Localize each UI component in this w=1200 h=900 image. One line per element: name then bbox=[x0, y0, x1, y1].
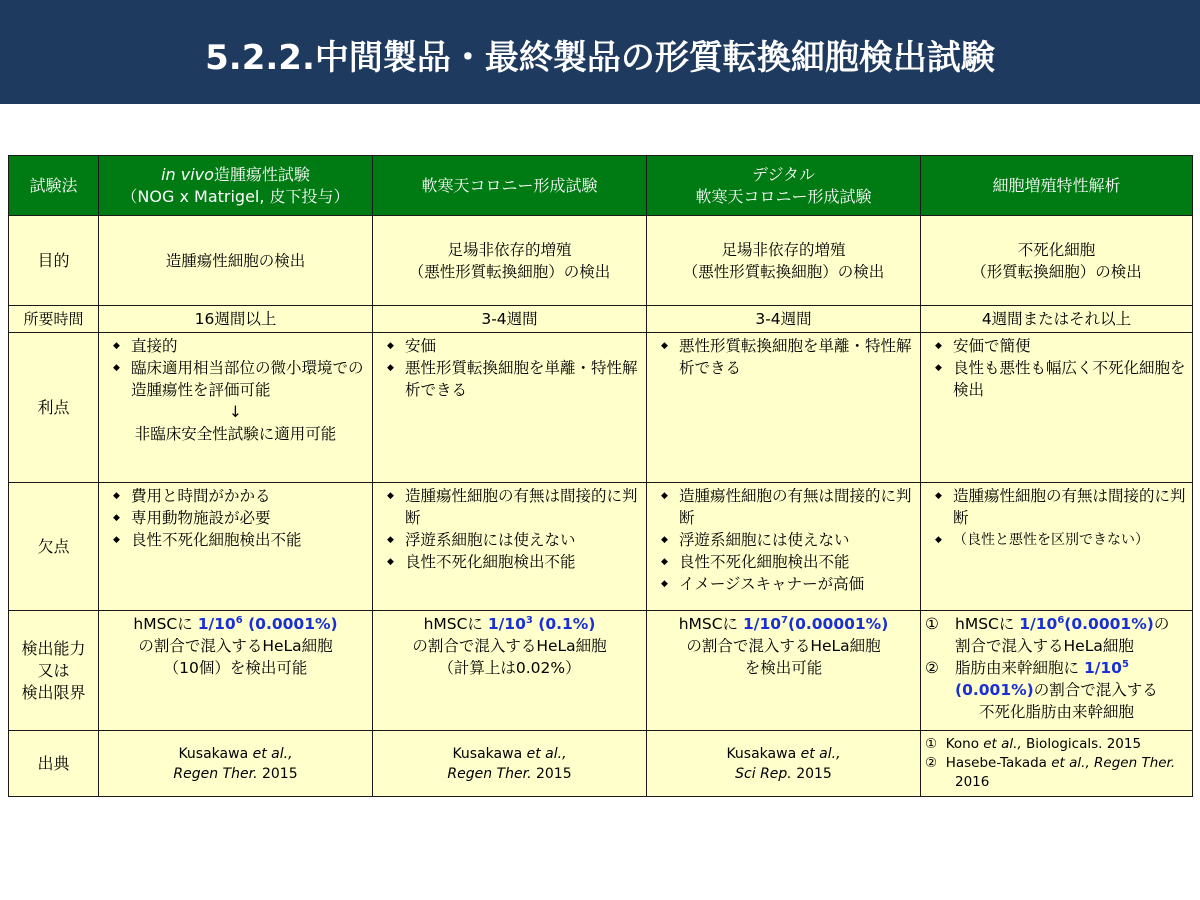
time-cell: 4週間またはそれ以上 bbox=[921, 306, 1193, 333]
purpose-row bbox=[9, 216, 1193, 306]
disadvantages-cell bbox=[921, 483, 1193, 611]
advantages-row bbox=[9, 333, 1193, 483]
disadvantages-cell bbox=[647, 483, 921, 611]
list-item: ◆ 浮遊系細胞には使えない bbox=[377, 529, 642, 551]
list-item: ◆ 浮遊系細胞には使えない bbox=[651, 529, 916, 551]
disadvantages-cell bbox=[99, 483, 373, 611]
row-label-purpose: 目的 bbox=[9, 216, 99, 306]
list-item: ◆ （良性と悪性を区別できない） bbox=[925, 529, 1188, 551]
header-cell-growth: 細胞増殖特性解析 bbox=[921, 156, 1193, 216]
source-cell: Kusakawa et al., Regen Ther. 2015 bbox=[373, 731, 647, 797]
list-item: ◆ 造腫瘍性細胞の有無は間接的に判断 bbox=[651, 485, 916, 529]
purpose-cell: 不死化細胞 （形質転換細胞）の検出 bbox=[921, 216, 1193, 306]
title-bar bbox=[0, 0, 1200, 104]
header-in-vivo: in vivo造腫瘍性試験 （NOG x Matrigel, 皮下投与） bbox=[99, 156, 373, 216]
header-row bbox=[9, 156, 1193, 216]
comparison-table-container bbox=[8, 155, 1192, 797]
purpose-cell: 足場非依存的増殖 （悪性形質転換細胞）の検出 bbox=[647, 216, 921, 306]
list-item: ◆ 良性不死化細胞検出不能 bbox=[377, 551, 642, 573]
advantages-cell bbox=[647, 333, 921, 483]
advantages-cell bbox=[373, 333, 647, 483]
list-item: ◆ 安価 bbox=[377, 335, 642, 357]
detection-cell: hMSCに $1/10^6$ (0.0001%) の割合で混入するHeLa細胞 （10個）を検出可能 bbox=[99, 611, 373, 731]
disadvantages-row bbox=[9, 483, 1193, 611]
time-cell: 3-4週間 bbox=[373, 306, 647, 333]
disadvantages-cell bbox=[373, 483, 647, 611]
down-arrow-icon: ↓ bbox=[229, 403, 242, 421]
detection-cell: hMSCに $1/10^3$ (0.1%) の割合で混入するHeLa細胞 （計算上は0.02%） bbox=[373, 611, 647, 731]
conclusion-text: 非臨床安全性試験に適用可能 bbox=[134, 425, 337, 443]
list-item: ◆ 費用と時間がかかる bbox=[103, 485, 368, 507]
header-digital-soft-agar: デジタル 軟寒天コロニー形成試験 bbox=[647, 156, 921, 216]
comparison-table bbox=[8, 155, 1193, 797]
source-cell: ① Kono et al., Biologicals. 2015 ② Hasebe-Takada et al., Regen Ther. 2016 bbox=[921, 731, 1193, 797]
list-item: ◆ 悪性形質転換細胞を単離・特性解析できる bbox=[651, 335, 916, 379]
advantages-cell bbox=[99, 333, 373, 483]
source-cell: Kusakawa et al., Regen Ther. 2015 bbox=[99, 731, 373, 797]
header-method: 試験法 bbox=[9, 156, 99, 216]
source-row bbox=[9, 731, 1193, 797]
detection-cell: ① hMSCに $1/10^6(0.0001\%)$の 割合で混入するHeLa細胞 ② 脂肪由来幹細胞に $1/10^5$ (0.001%)の割合で混入する 不死化脂肪由来幹細胞 bbox=[921, 611, 1193, 731]
advantages-cell bbox=[921, 333, 1193, 483]
list-item: ◆ 専用動物施設が必要 bbox=[103, 507, 368, 529]
time-row bbox=[9, 306, 1193, 333]
detection-row bbox=[9, 611, 1193, 731]
list-item: ② 脂肪由来幹細胞に $1/10^5$ (0.001%)の割合で混入する bbox=[925, 658, 1158, 699]
list-item: ◆ 悪性形質転換細胞を単離・特性解析できる bbox=[377, 357, 642, 401]
list-item: ① hMSCに $1/10^6(0.0001\%)$の 割合で混入するHeLa細胞 bbox=[925, 614, 1170, 655]
list-item: ◆ 良性不死化細胞検出不能 bbox=[651, 551, 916, 573]
row-label-source: 出典 bbox=[9, 731, 99, 797]
list-item: ◆ 臨床適用相当部位の微小環境での造腫瘍性を評価可能 bbox=[103, 357, 368, 401]
list-item: ◆ 良性不死化細胞検出不能 bbox=[103, 529, 368, 551]
list-item: ◆ 安価で簡便 bbox=[925, 335, 1188, 357]
purpose-cell: 足場非依存的増殖 （悪性形質転換細胞）の検出 bbox=[373, 216, 647, 306]
list-item: ◆ イメージスキャナーが高価 bbox=[651, 573, 916, 595]
list-item: ◆ 直接的 bbox=[103, 335, 368, 357]
row-label-detection: 検出能力 又は 検出限界 bbox=[9, 611, 99, 731]
list-item: ◆ 良性も悪性も幅広く不死化細胞を検出 bbox=[925, 357, 1188, 401]
purpose-cell: 造腫瘍性細胞の検出 bbox=[99, 216, 373, 306]
row-label-advantages: 利点 bbox=[9, 333, 99, 483]
list-item: ◆ 造腫瘍性細胞の有無は間接的に判断 bbox=[377, 485, 642, 529]
source-cell: Kusakawa et al., Sci Rep. 2015 bbox=[647, 731, 921, 797]
list-item: ◆ 造腫瘍性細胞の有無は間接的に判断 bbox=[925, 485, 1188, 529]
row-label-time: 所要時間 bbox=[9, 306, 99, 333]
page-title: 5.2.2.中間製品・最終製品の形質転換細胞検出試験 bbox=[205, 37, 995, 78]
header-soft-agar: 軟寒天コロニー形成試験 bbox=[373, 156, 647, 216]
time-cell: 16週間以上 bbox=[99, 306, 373, 333]
row-label-disadvantages: 欠点 bbox=[9, 483, 99, 611]
time-cell: 3-4週間 bbox=[647, 306, 921, 333]
detection-cell: hMSCに $1/10^7(0.00001\%)$ の割合で混入するHeLa細胞 を検出可能 bbox=[647, 611, 921, 731]
